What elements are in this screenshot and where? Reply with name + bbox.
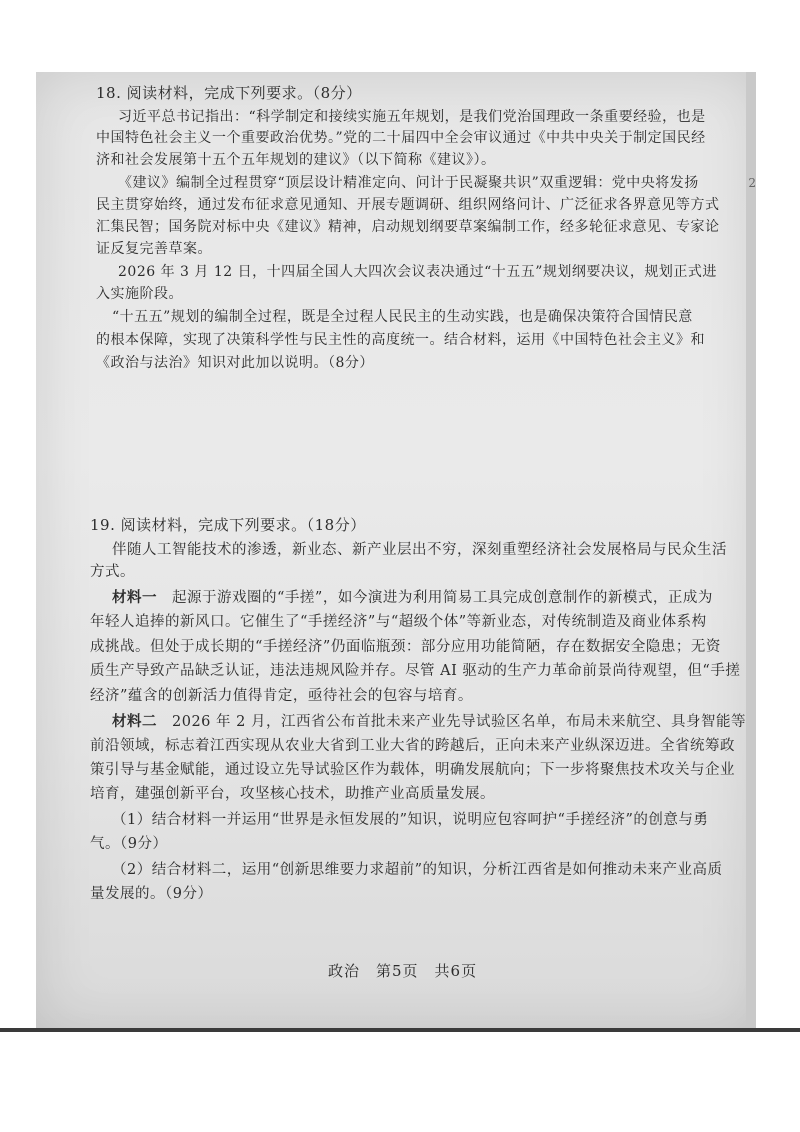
- q18-line: 证反复完善草案。: [96, 241, 212, 257]
- material-one-line: 年轻人追捧的新风口。它催生了“手搓经济”与“超级个体”等新业态，对传统制造及商业体系构: [90, 614, 707, 630]
- page-edge-shadow: [746, 72, 756, 1032]
- material-two-line: [112, 710, 746, 731]
- material-two-text: 2026 年 2 月，江西省公布首批未来产业先导试验区名单，布局未来航空、具身智能等: [172, 714, 746, 730]
- q18-line: 《政治与法治》知识对此加以说明。（8分）: [96, 355, 374, 371]
- page-bottom-edge: [0, 1028, 800, 1032]
- q18-line: 2026 年 3 月 12 日，十四届全国人大四次会议表决通过“十五五”规划纲要决议，规划正式进: [118, 264, 717, 280]
- material-one-text: 起源于游戏圈的“手搓”，如今演进为利用简易工具完成创意制作的新模式，正成为: [172, 590, 713, 606]
- q19-intro: 伴随人工智能技术的渗透，新业态、新产业层出不穷，深刻重塑经济社会发展格局与民众生活: [112, 542, 727, 558]
- material-one-line: 经济”蕴含的创新活力值得肯定，亟待社会的包容与培育。: [90, 688, 473, 704]
- page-footer: 政治 第5页 共6页: [328, 962, 478, 980]
- q18-line: 汇集民智；国务院对标中央《建议》精神，启动规划纲要草案编制工作，经多轮征求意见、专家论: [96, 219, 720, 235]
- q18-line: 济和社会发展第十五个五年规划的建议》（以下简称《建议》）。: [96, 152, 496, 168]
- material-two-line: 前沿领域，标志着江西实现从农业大省到工业大省的跨越后，正向未来产业纵深迈进。全省统筹政: [90, 738, 735, 754]
- q18-line: 《建议》编制全过程贯穿“顶层设计精准定向、问计于民凝聚共识”双重逻辑：党中央将发扬: [118, 175, 699, 191]
- material-one-line: 质生产导致产品缺乏认证，违法违规风险并存。尽管 AI 驱动的生产力革命前景尚待观望，但“手搓: [90, 663, 741, 679]
- sub-question-1: （1）结合材料一并运用“世界是永恒发展的”知识，说明应包容呵护“手搓经济”的创意与勇: [112, 812, 709, 828]
- q19-header: 19. 阅读材料，完成下列要求。（18分）: [90, 516, 366, 534]
- q18-line: 习近平总书记指出：“科学制定和接续实施五年规划，是我们党治国理政一条重要经验，也是: [118, 109, 706, 125]
- material-two-label: 材料二: [112, 713, 157, 730]
- sub-question-2: （2）结合材料二，运用“创新思维要力求超前”的知识，分析江西省是如何推动未来产业高质: [112, 862, 723, 878]
- material-one-line: 成挑战。但处于成长期的“手搓经济”仍面临瓶颈：部分应用功能简陋，存在数据安全隐患；无资: [90, 639, 721, 655]
- q18-line: 中国特色社会主义一个重要政治优势。”党的二十届四中全会审议通过《中共中央关于制定国民经: [96, 130, 706, 146]
- q19-intro: 方式。: [90, 564, 135, 580]
- material-one-label: 材料一: [112, 589, 157, 606]
- sub-question-2: 量发展的。（9分）: [90, 886, 213, 902]
- q18-header: 18. 阅读材料，完成下列要求。（8分）: [96, 84, 362, 102]
- material-two-line: 策引导与基金赋能，通过设立先导试验区作为载体，明确发展航向；下一步将聚焦技术攻关与企业: [90, 762, 735, 778]
- sub-question-1: 气。（9分）: [90, 836, 168, 852]
- q18-line: 入实施阶段。: [96, 286, 183, 302]
- margin-mark: 2: [748, 176, 756, 190]
- q18-line: 的根本保障，实现了决策科学性与民主性的高度统一。结合材料，运用《中国特色社会主义》和: [96, 332, 705, 348]
- q18-line: 民主贯穿始终，通过发布征求意见通知、开展专题调研、组织网络问计、广泛征求各界意见等方式: [96, 197, 720, 213]
- material-one-line: [112, 586, 713, 607]
- q18-line: “十五五”规划的编制全过程，既是全过程人民民主的生动实践，也是确保决策符合国情民意: [112, 309, 693, 325]
- material-two-line: 培育，建强创新平台，攻坚核心技术，助推产业高质量发展。: [90, 786, 495, 802]
